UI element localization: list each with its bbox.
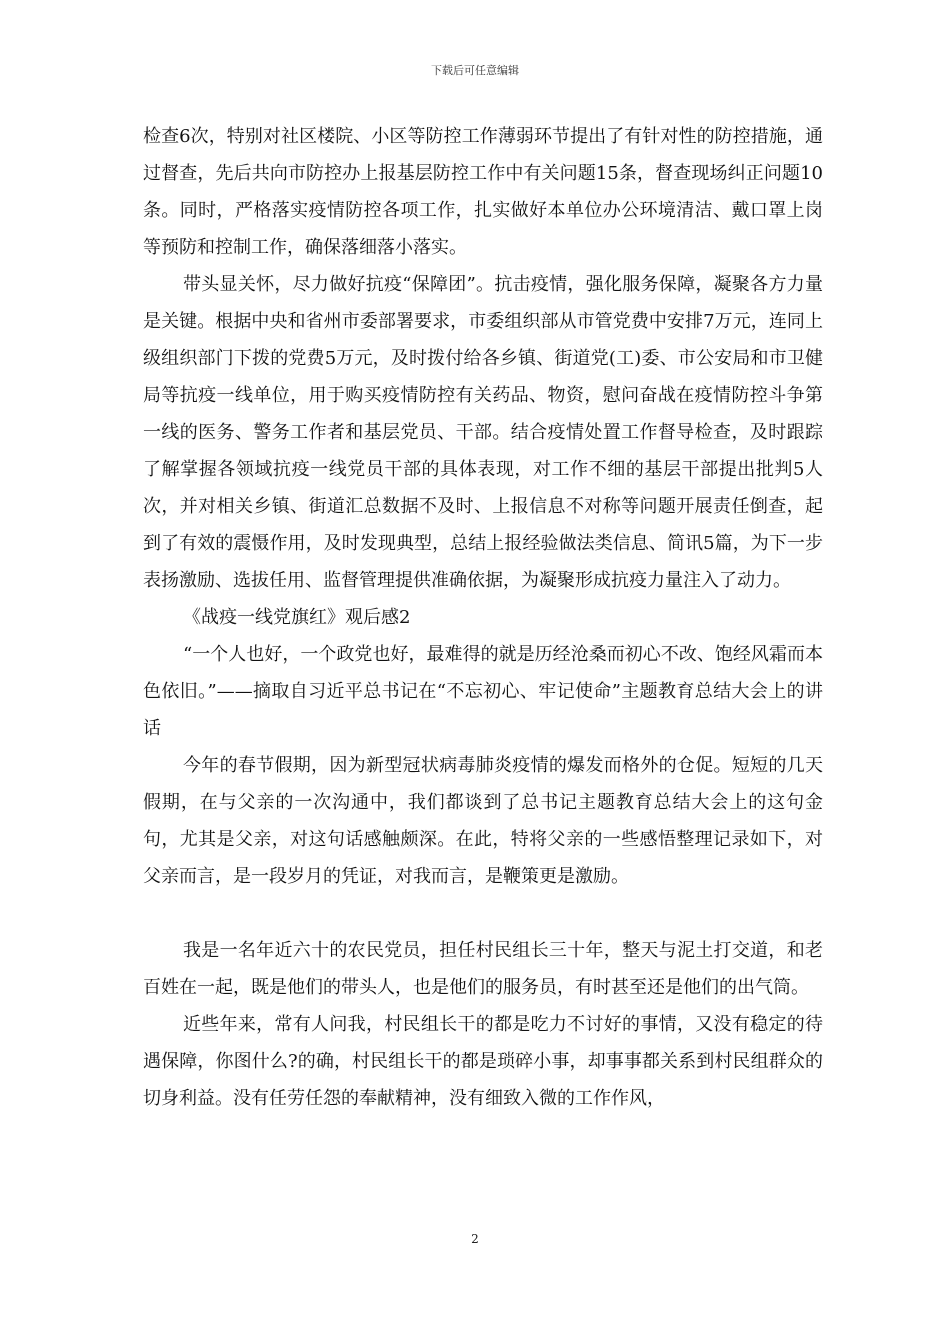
paragraph-4: 今年的春节假期，因为新型冠状病毒肺炎疫情的爆发而格外的仓促。短短的几天假期，在与父亲的一次沟通中，我们都谈到了总书记主题教育总结大会上的这句金句，尤其是父亲，对这句话感触颇深。在此，特将父亲的一些感悟整理记录如下，对父亲而言，是一段岁月的凭证，对我而言，是鞭策更是激励。 [143, 755, 823, 887]
quote-paragraph: “一个人也好，一个政党也好，最难得的就是历经沧桑而初心不改、饱经风霜而本色依旧。”——摘取自习近平总书记在“不忘初心、牢记使命”主题教育总结大会上的讲话 [143, 644, 823, 739]
paragraph-2: 带头显关怀，尽力做好抗疫“保障团”。抗击疫情，强化服务保障，凝聚各方力量是关键。根据中央和省州市委部署要求，市委组织部从市管党费中安排7万元，连同上级组织部门下拨的党费5万元，及时拨付给各乡镇、街道党(工)委、市公安局和市卫健局等抗疫一线单位，用于购买疫情防控有关药品、物资，慰问奋战在疫情防控斗争第一线的医务、警务工作者和基层党员、干部。结合疫情处置工作督导检查，及时跟踪了解掌握各领域抗疫一线党员干部的具体表现，对工作不细的基层干部提出批判5人次，并对相关乡镇、街道汇总数据不及时、上报信息不对称等问题开展责任倒查，起到了有效的震慑作用，及时发现典型，总结上报经验做法类信息、简讯5篇，为下一步表扬激励、选拔任用、监督管理提供准确依据，为凝聚形成抗疫力量注入了动力。 [143, 274, 823, 591]
paragraph-6: 近些年来，常有人问我，村民组长干的都是吃力不讨好的事情，又没有稳定的待遇保障，你图什么?的确，村民组长干的都是琐碎小事，却事事都关系到村民组群众的切身利益。没有任劳任怨的奉献精神，没有细致入微的工作作风， [143, 1014, 823, 1109]
section-title: 《战疫一线党旗红》观后感2 [183, 607, 411, 628]
blank-line [143, 895, 823, 932]
page-number: 2 [471, 1232, 479, 1246]
document-body [143, 118, 823, 1117]
paragraph-5: 我是一名年近六十的农民党员，担任村民组长三十年，整天与泥土打交道，和老百姓在一起，既是他们的带头人，也是他们的服务员，有时甚至还是他们的出气筒。 [143, 940, 823, 998]
page-header: 下载后可任意编辑 [431, 64, 519, 77]
paragraph-1: 检查6次，特别对社区楼院、小区等防控工作薄弱环节提出了有针对性的防控措施，通过督查，先后共向市防控办上报基层防控工作中有关问题15条，督查现场纠正问题10条。同时，严格落实疫情防控各项工作，扎实做好本单位办公环境清洁、戴口罩上岗等预防和控制工作，确保落细落小落实。 [143, 126, 823, 258]
